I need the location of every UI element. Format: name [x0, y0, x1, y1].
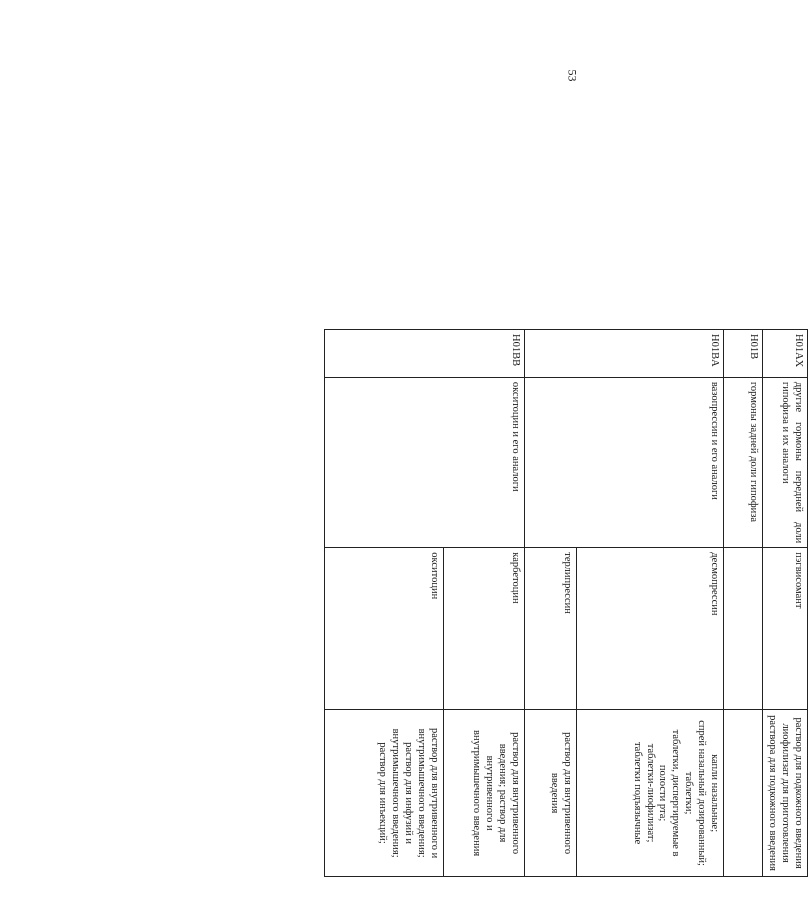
dosage-form-cell — [762, 710, 807, 877]
page-number: 53 — [565, 69, 580, 82]
dosage-form-cell — [723, 710, 762, 877]
dosage-form-cell — [576, 710, 723, 877]
drug-table-grid — [324, 329, 808, 877]
dosage-form-cell — [324, 710, 443, 877]
inn-cell: карбетоцин — [443, 548, 524, 710]
table-row — [576, 330, 723, 877]
group-name-cell: другие гормоны передней доли гипофиза и их аналоги — [762, 377, 807, 547]
group-name-cell: вазопрессин и его аналоги — [524, 377, 723, 547]
dosage-form-cell — [443, 710, 524, 877]
dosage-form: спрей назальный дозированный; — [695, 720, 707, 866]
group-name-cell: окситоцин и его аналоги — [324, 377, 524, 547]
dosage-form: таблетки, диспергируемые в полости рта; — [657, 729, 682, 857]
dosage-form: лиофилизат для приготовления раствора для подкожного введения — [767, 715, 792, 871]
dosage-form-cell — [524, 710, 576, 877]
dosage-form: капли назальные; — [708, 754, 720, 833]
dosage-form: раствор для подкожного введения — [793, 717, 804, 869]
atc-code-cell: H01B — [723, 330, 762, 378]
table-row — [443, 330, 524, 877]
inn-cell: окситоцин — [324, 548, 443, 710]
table-row — [723, 330, 762, 877]
dosage-form: таблетки; — [683, 771, 695, 815]
dosage-form: раствор для инъекций; — [377, 742, 389, 844]
inn-cell: десмопрессин — [576, 548, 723, 710]
dosage-form: таблетки подъязычные — [631, 741, 643, 845]
dosage-form: раствор для инфузий и внутримышечного введения; — [390, 728, 415, 858]
atc-code-cell: H01AX — [762, 330, 807, 378]
inn-cell: пэгвисомант — [762, 548, 807, 710]
inn-cell — [723, 548, 762, 710]
group-name-cell: гормоны задней доли гипофиза — [723, 377, 762, 547]
dosage-form: раствор для внутривенного и внутримышечного введения; — [415, 727, 440, 859]
inn-cell: терлипрессин — [524, 548, 576, 710]
table-row — [762, 330, 807, 877]
drug-table — [330, 329, 808, 877]
dosage-form: раствор для внутривенного введения; раствор для внутривенного и внутримышечного введения — [471, 730, 521, 857]
dosage-form: раствор для внутривенного введения — [548, 732, 573, 855]
dosage-form: таблетки-лиофилизат; — [644, 743, 656, 843]
atc-code-cell: H01BA — [524, 330, 723, 378]
atc-code-cell: H01BB — [324, 330, 524, 378]
